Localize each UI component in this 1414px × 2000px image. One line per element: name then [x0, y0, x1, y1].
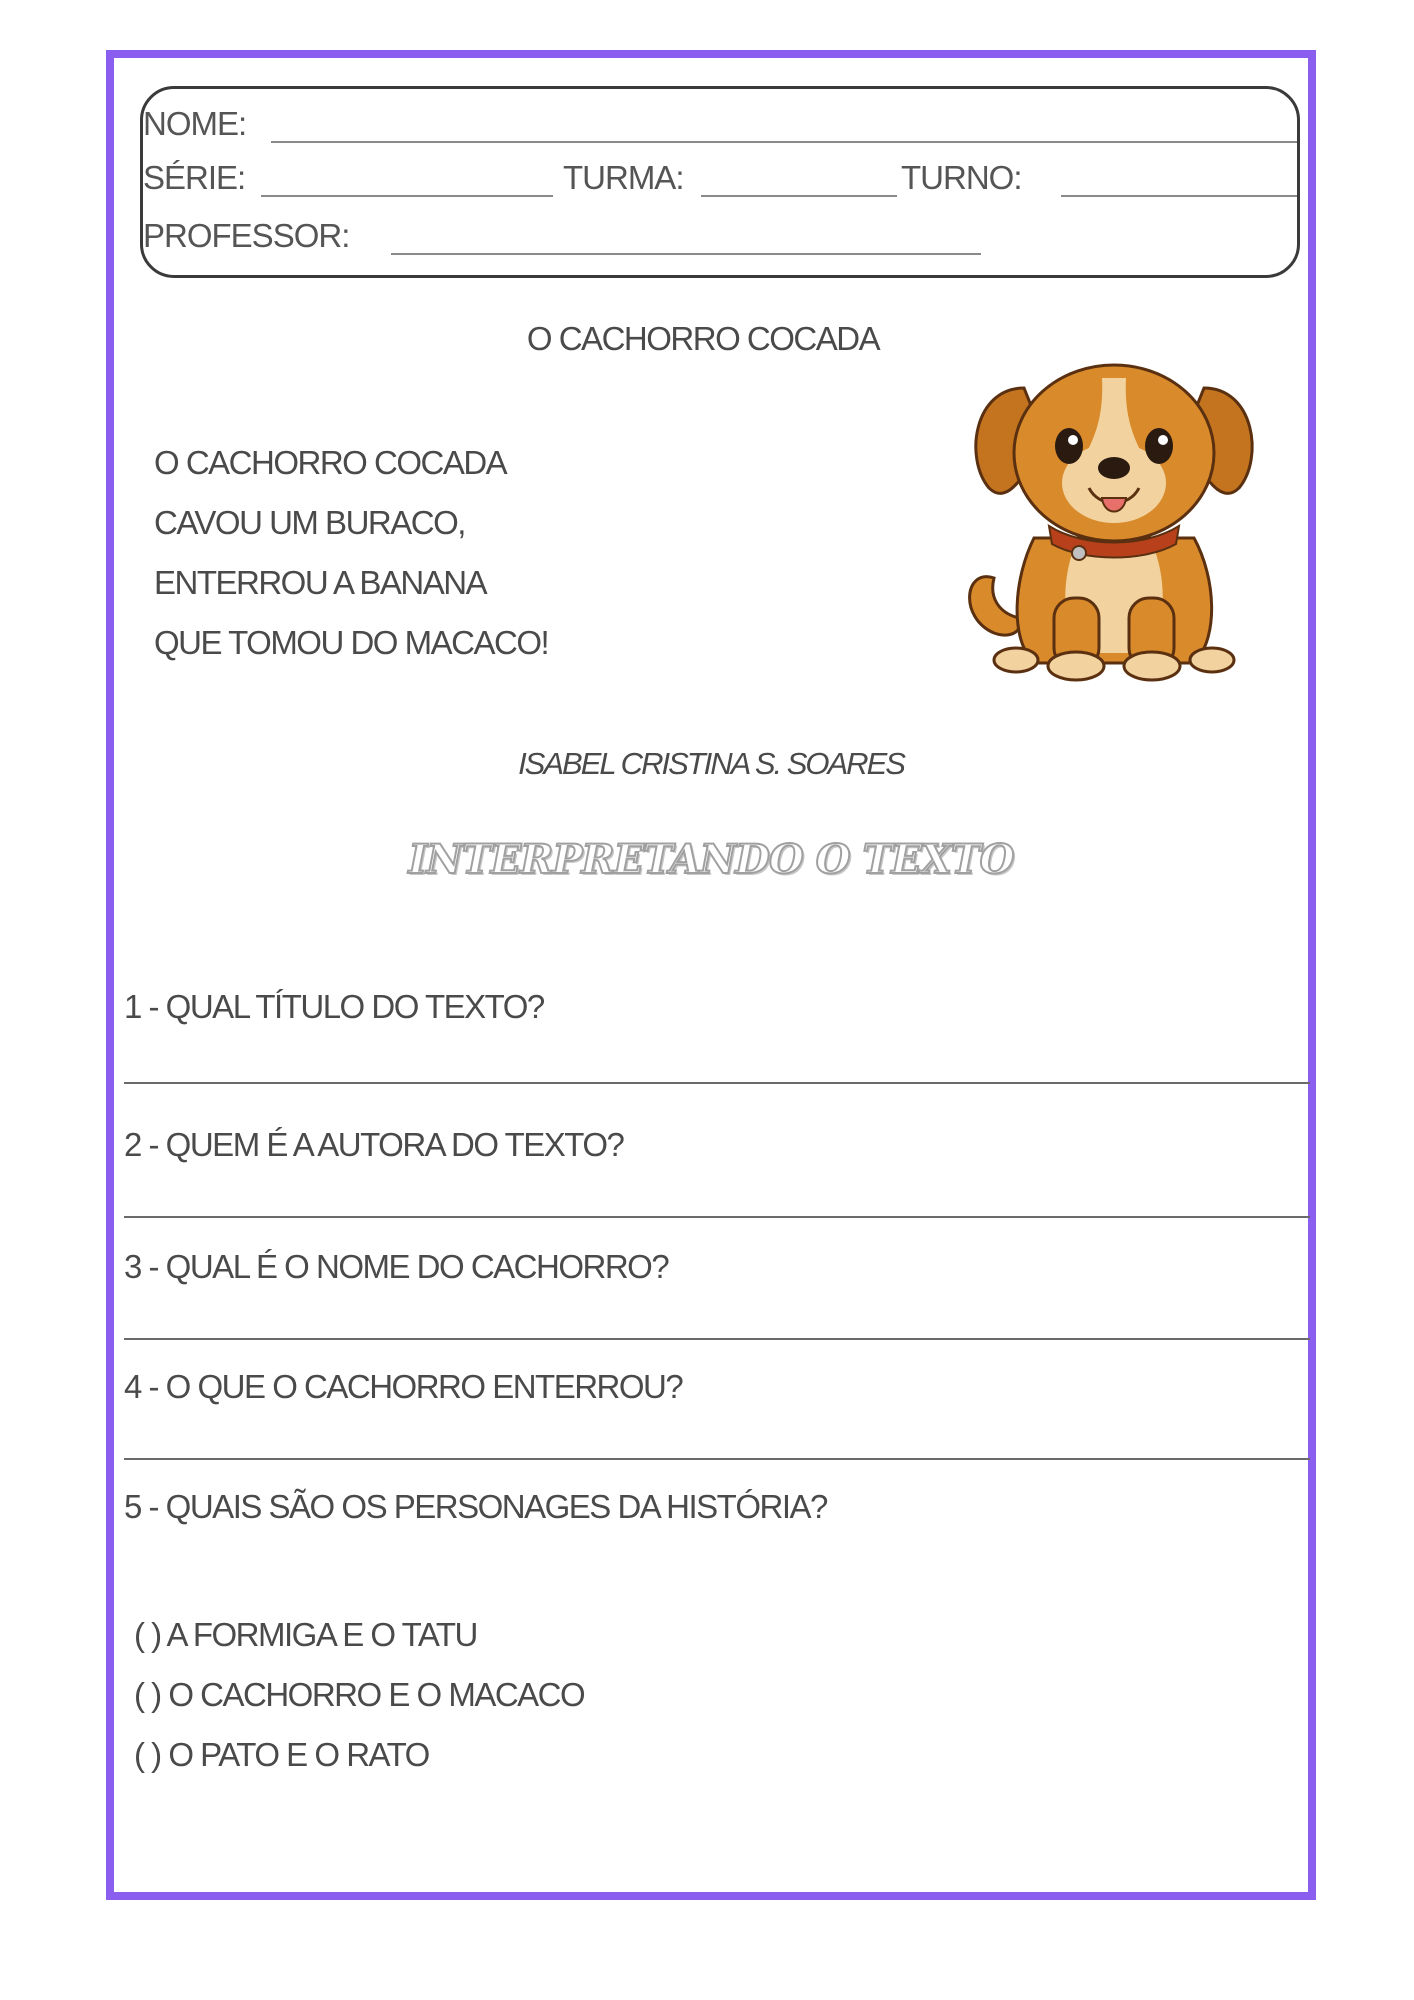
poem-line-3: ENTERROU A BANANA	[154, 564, 487, 601]
section-title: INTERPRETANDO O TEXTO	[408, 836, 1014, 883]
question-4: 4 - O QUE O CACHORRO ENTERROU?	[124, 1368, 683, 1405]
nome-label: NOME:	[143, 105, 247, 142]
professor-label: PROFESSOR:	[143, 217, 350, 254]
turno-field[interactable]	[1061, 195, 1297, 197]
poem-line-1: O CACHORRO COCADA	[154, 444, 507, 481]
professor-field[interactable]	[391, 253, 981, 255]
option-cachorro-macaco[interactable]: ( ) O CACHORRO E O MACACO	[134, 1676, 585, 1713]
turma-field[interactable]	[701, 195, 897, 197]
option-formiga-tatu[interactable]: ( ) A FORMIGA E O TATU	[134, 1616, 477, 1653]
serie-field[interactable]	[261, 195, 553, 197]
serie-label: SÉRIE:	[143, 159, 246, 196]
turno-label: TURNO:	[901, 159, 1022, 196]
answer-line-2[interactable]	[124, 1216, 1310, 1218]
story-author: ISABEL CRISTINA S. SOARES	[518, 746, 904, 781]
story-title: O CACHORRO COCADA	[526, 320, 880, 357]
poem-line-2: CAVOU UM BURACO,	[154, 504, 465, 541]
nome-field[interactable]	[271, 141, 1297, 143]
turma-label: TURMA:	[563, 159, 684, 196]
question-2: 2 - QUEM É A AUTORA DO TEXTO?	[124, 1126, 624, 1163]
question-1: 1 - QUAL TÍTULO DO TEXTO?	[124, 988, 544, 1025]
answer-line-1[interactable]	[124, 1082, 1310, 1084]
question-5: 5 - QUAIS SÃO OS PERSONAGES DA HISTÓRIA?	[124, 1488, 827, 1525]
puppy-illustration	[954, 348, 1274, 688]
worksheet-page	[106, 50, 1316, 1900]
poem-line-4: QUE TOMOU DO MACACO!	[154, 624, 549, 661]
student-info-box	[140, 86, 1300, 278]
question-3: 3 - QUAL É O NOME DO CACHORRO?	[124, 1248, 669, 1285]
answer-line-4[interactable]	[124, 1458, 1310, 1460]
answer-line-3[interactable]	[124, 1338, 1310, 1340]
option-pato-rato[interactable]: ( ) O PATO E O RATO	[134, 1736, 429, 1773]
